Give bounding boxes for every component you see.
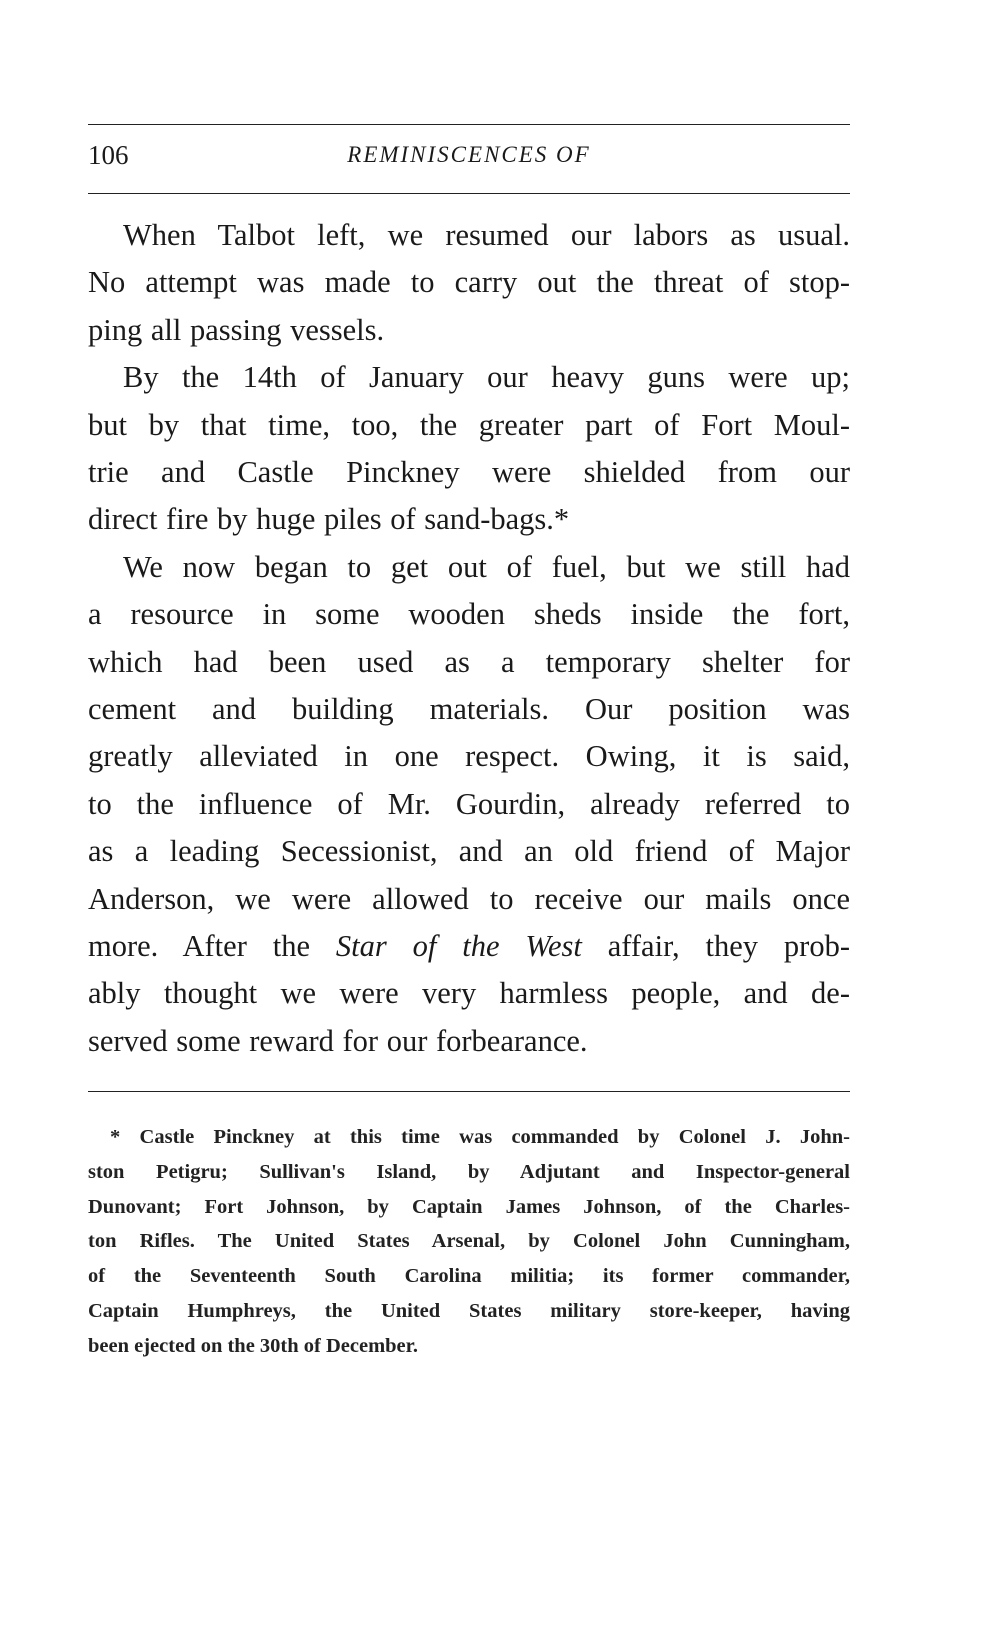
header-top-rule bbox=[88, 124, 850, 125]
body-line: greatly alleviated in one respect. Owing, it is said, bbox=[88, 739, 850, 774]
body-text-span: more. After the bbox=[88, 929, 336, 963]
body-line: served some reward for our forbearance. bbox=[88, 1023, 588, 1058]
body-line: but by that time, too, the greater part of Fort Moul- bbox=[88, 407, 850, 442]
footnote-line: Captain Humphreys, the United States military store-keeper, having bbox=[88, 1300, 850, 1322]
footnote-line: of the Seventeenth South Carolina militia; its former commander, bbox=[88, 1265, 850, 1288]
footnote-line: Dunovant; Fort Johnson, by Captain James Johnson, of the Charles- bbox=[88, 1195, 850, 1218]
body-line: cement and building materials. Our position was bbox=[88, 692, 850, 726]
italic-ship-name: Star of the West bbox=[335, 929, 582, 963]
body-line: We now began to get out of fuel, but we still had bbox=[123, 549, 850, 584]
body-line: to the influence of Mr. Gourdin, already referred to bbox=[88, 786, 850, 821]
footnote-rule bbox=[88, 1091, 850, 1092]
footnote-line: ston Petigru; Sullivan's Island, by Adjutant and Inspector-general bbox=[88, 1160, 850, 1183]
body-line: a resource in some wooden sheds inside the fort, bbox=[88, 597, 850, 632]
body-line: When Talbot left, we resumed our labors as usual. bbox=[123, 218, 850, 252]
body-line: direct fire by huge piles of sand-bags.* bbox=[88, 502, 570, 537]
body-text-span: affair, they prob- bbox=[581, 929, 850, 963]
footnote-line: * Castle Pinckney at this time was commanded by Colonel J. John- bbox=[110, 1126, 850, 1148]
body-line: Anderson, we were allowed to receive our mails once bbox=[88, 881, 850, 916]
body-line bbox=[88, 926, 850, 966]
footnote-line: been ejected on the 30th of December. bbox=[88, 1334, 419, 1357]
body-line: No attempt was made to carry out the threat of stop- bbox=[88, 265, 850, 300]
body-line: as a leading Secessionist, and an old friend of Major bbox=[88, 834, 850, 869]
footnote-line: ton Rifles. The United States Arsenal, by Colonel John Cunningham, bbox=[88, 1230, 850, 1253]
body-line: which had been used as a temporary shelter for bbox=[88, 644, 850, 679]
body-line: ping all passing vessels. bbox=[88, 312, 385, 347]
header-bottom-rule bbox=[88, 193, 850, 194]
page-number: 106 bbox=[88, 140, 129, 170]
body-line: ably thought we were very harmless people, and de- bbox=[88, 976, 850, 1011]
body-line: By the 14th of January our heavy guns were up; bbox=[123, 360, 850, 395]
body-line: trie and Castle Pinckney were shielded from our bbox=[88, 455, 850, 489]
running-title: REMINISCENCES OF bbox=[347, 142, 591, 167]
